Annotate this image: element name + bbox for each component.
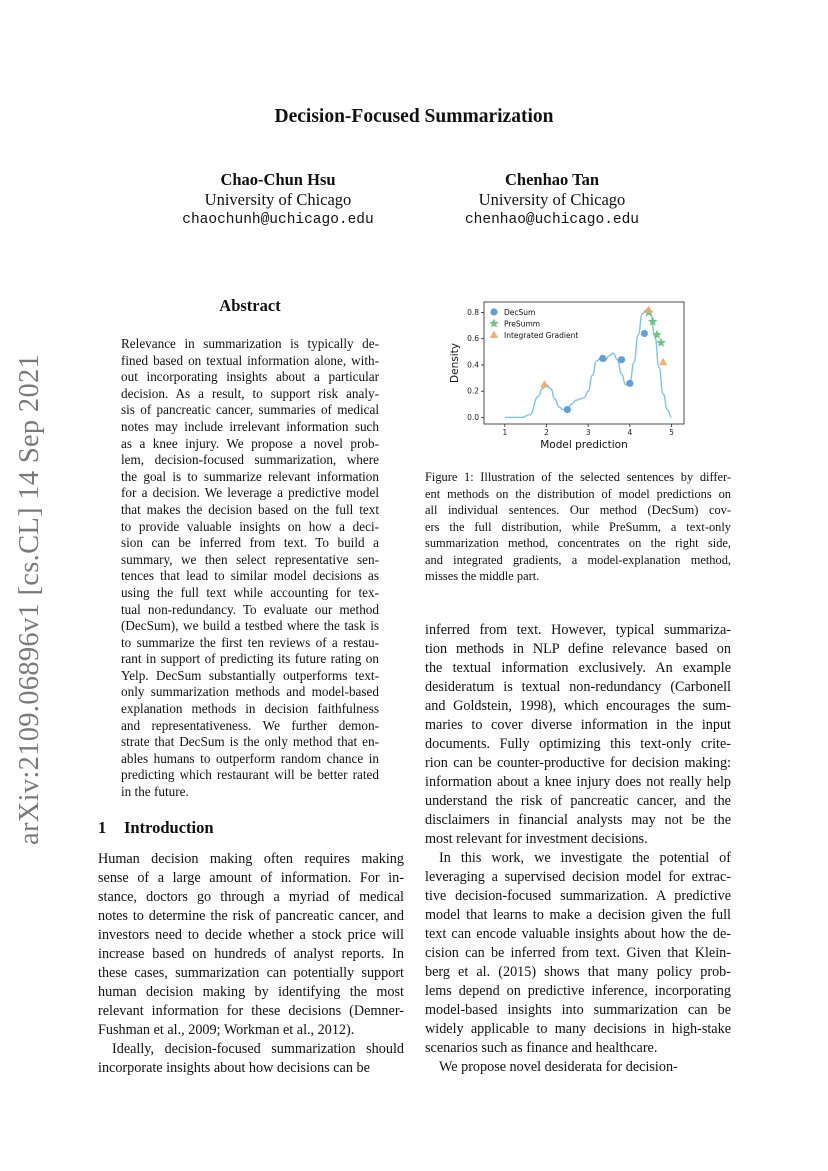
text-line: the textual information exclusively. An example [425,660,731,676]
author-affiliation: University of Chicago [204,190,352,209]
text-line: leveraging a supervised decision model for extrac- [425,869,731,885]
author-affiliation: University of Chicago [478,190,626,209]
section-heading [98,818,214,838]
text-line: tual non-redundancy. To evaluate our method [121,601,379,617]
text-line: summarization method, concentrates on the right side, [425,536,731,550]
text-line: Relevance in summarization is typically de- [121,336,379,351]
x-axis-label: Model prediction [540,439,628,451]
text-line: We propose novel desiderata for decision- [439,1059,678,1075]
abstract-heading: Abstract [219,296,281,315]
text-line: sense of a large amount of information. For in- [98,870,404,886]
decsum-point [599,355,606,362]
text-line: sis of pancreatic cancer, summaries of medical [121,402,379,418]
section-number: 1 [98,818,107,837]
legend-label: Integrated Gradient [504,331,579,340]
text-line: and representativeness. We further demon- [121,717,379,733]
text-line: to summarize the first ten reviews of a restau- [121,634,379,650]
text-line: tion methods in NLP define relevance based on [425,641,731,657]
section-title: Introduction [124,818,214,837]
text-line: scenarios such as finance and healthcare. [425,1040,658,1056]
decsum-point [618,356,625,363]
arxiv-stamp[interactable]: arXiv:2109.06896v1 [cs.CL] 14 Sep 2021 [14,353,45,845]
text-line: these cases, summarization can potentially support [98,965,404,981]
text-line: only summarization methods and model-based [121,684,379,700]
text-line: In this work, we investigate the potential of [439,850,731,866]
y-tick-label: 0.0 [467,412,479,422]
author-block-2 [452,170,652,230]
x-tick-label: 1 [502,428,508,437]
text-line: desideratum is textual non-redundancy (Carbonell [425,679,731,695]
text-line: rant in support of predicting its future rating on [121,651,379,667]
figure-caption [425,469,731,585]
presumm-point [656,338,666,347]
text-line: all individual sentences. Our method (DecSum) cov- [425,503,731,517]
text-line: investors need to decide whether a stock price will [98,927,404,943]
decsum-point [564,406,571,413]
x-tick-label: 5 [669,428,674,437]
text-line: that makes the decision based on the full text [121,501,379,517]
author-name: Chao-Chun Hsu [220,170,336,189]
text-line: fined based on textual information alone, with- [121,352,379,368]
paper-title: Decision-Focused Summarization [274,106,554,127]
text-line: human decision making by identifying the most [98,984,404,1000]
text-line: summary, we then select representative sen- [121,551,379,567]
y-tick-label: 0.4 [467,360,479,370]
text-line: Human decision making often requires making [98,851,404,867]
y-axis-label: Density [449,343,461,383]
text-line: out incorporating insights about a particular [121,369,379,385]
text-line: decision. As a result, to support risk analy- [121,385,379,401]
text-line: in the future. [121,784,189,800]
text-line: rion can be counter-productive for decision making: [425,755,731,771]
text-line: text can encode valuable insights about how the de- [425,926,731,942]
text-line: model that learns to make a decision given the full [425,907,731,923]
integrated-gradient-point [540,380,548,388]
text-line: using the full text while accounting for tex- [121,584,379,600]
integrated-gradient-point [659,358,667,366]
author-email[interactable]: chenhao@uchicago.edu [464,212,640,228]
text-line: explanation methods in decision faithfulness [121,701,379,717]
text-line: widely applicable to many decisions in high-stake [425,1021,731,1037]
legend-label: PreSumm [504,319,541,329]
text-line: and Goldstein, 1998), which encourages the sum- [425,698,731,714]
legend-marker [489,319,499,328]
text-line: lems depend on predictive inference, incorporating [425,983,731,999]
legend-marker [490,308,497,315]
text-line: most relevant for investment decisions. [425,831,648,847]
text-line: Fushman et al., 2009; Workman et al., 2012). [98,1022,355,1038]
text-line: stance, doctors go through a myriad of medical [98,889,404,905]
text-line: tive decision-focused summarization. A predictive [425,888,731,904]
legend-marker [490,331,498,339]
y-tick-label: 0.2 [467,386,479,396]
author-block-1 [178,170,378,230]
text-line: understand the risk of pancreatic cancer, and the [425,793,731,809]
text-line: tences that lead to similar model decisions as [121,568,379,584]
text-line: predicting which restaurant will be better rated [121,767,379,783]
decsum-point [626,380,633,387]
abstract-body [121,336,379,801]
text-line: Yelp. DecSum substantially outperforms text- [121,667,379,683]
text-line: increase based on hundreds of analyst reports. In [98,946,404,962]
decsum-point [641,330,648,337]
text-line: inferred from text. However, typical summariza- [425,622,731,638]
text-line: incorporate insights about how decisions can be [98,1060,370,1076]
text-line: notes may include irrelevant information such [121,418,379,434]
x-tick-label: 4 [627,428,633,437]
text-line: maries to cover diverse information in the input [425,717,731,733]
y-tick-label: 0.6 [467,334,479,344]
text-line: documents. Fully optimizing this text-only crite- [425,736,731,752]
text-line: for a decision. We leverage a predictive model [121,485,379,501]
text-line: relevant information for these decisions (Demner- [98,1003,404,1019]
text-line: model-based insights into summarization can be [425,1002,731,1018]
text-line: ent methods on the distribution of model predictions on [425,486,731,501]
text-line: information about a knee injury does not really help [425,774,731,790]
text-line: strate that DecSum is the only method that en- [121,734,379,750]
text-line: Figure 1: Illustration of the selected sentences by differ- [425,470,731,484]
figure-1-chart [430,296,720,456]
text-line: disclaimers in financial analysts may not be the [425,812,731,828]
text-line: lem, decision-focused summarization, where [121,452,379,468]
text-line: sion can be inferred from text. To build a [121,535,379,551]
x-tick-label: 2 [544,428,549,437]
text-line: ers the full distribution, while PreSumm, a text-only [425,519,731,534]
author-name: Chenhao Tan [504,170,599,189]
text-line: berg et al. (2015) shows that many policy prob- [425,964,731,980]
author-email[interactable]: chaochunh@uchicago.edu [182,212,374,228]
text-line: (DecSum), we build a testbed where the task is [121,618,379,634]
integrated-gradient-point [644,305,652,313]
text-line: as a knee injury. We propose a novel prob- [121,435,379,451]
text-line: Ideally, decision-focused summarization should [112,1041,404,1057]
legend-label: DecSum [504,308,536,317]
text-line: notes to determine the risk of pancreatic cancer, and [98,908,404,924]
x-tick-label: 3 [585,428,591,437]
text-line: misses the middle part. [425,569,540,583]
intro-right-column [425,621,731,1077]
text-line: the goal is to summarize relevant information [121,468,379,484]
text-line: cision can be inferred from text. Given that Klein- [425,945,731,961]
text-line: ables humans to outperform random chance in [121,750,379,766]
y-tick-label: 0.8 [467,307,479,317]
text-line: to provide valuable insights on how a deci- [121,518,379,534]
text-line: and integrated gradients, a model-explanation method, [425,552,731,567]
intro-left-column [98,850,404,1078]
